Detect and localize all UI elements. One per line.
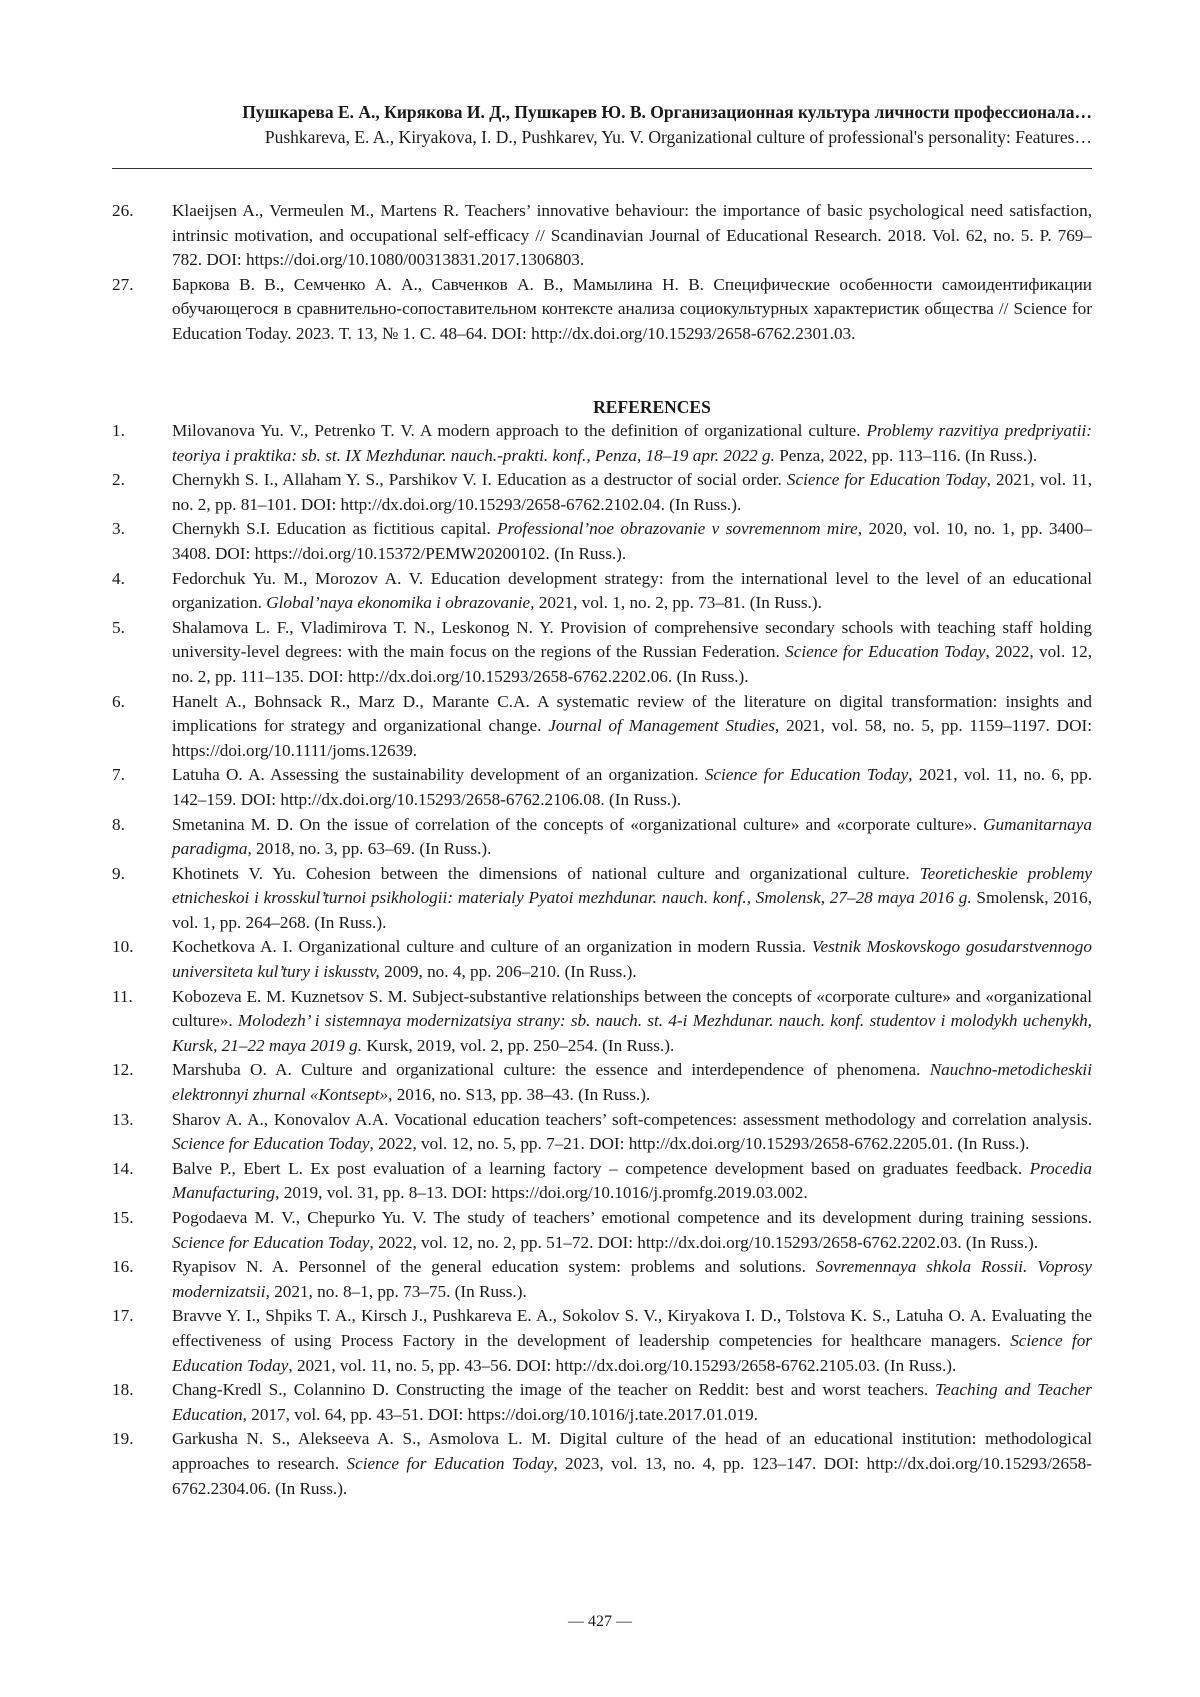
reference-source-title: Global’naya ekonomika i obrazovanie, — [266, 593, 534, 612]
reference-item — [112, 935, 1092, 984]
reference-item — [112, 1255, 1092, 1304]
reference-segment: , 2021, vol. 11, no. 5, pp. 43–56. DOI: http://dx.doi.org/10.15293/2658-6762.2105.03. (In Russ.). — [288, 1356, 956, 1375]
reference-segment: Smetanina M. D. On the issue of correlation of the concepts of «organizational culture» and «corporate culture». — [172, 815, 983, 834]
reference-number: 19. — [112, 1427, 172, 1501]
reference-number: 15. — [112, 1206, 172, 1255]
reference-number: 26. — [112, 199, 172, 273]
running-head-english: Pushkareva, E. A., Kiryakova, I. D., Pushkarev, Yu. V. Organizational culture of professional's personality: Features… — [112, 125, 1092, 150]
reference-source-title: Sovremennaya shkola Rossii. Voprosy modernizatsii, — [172, 1257, 1092, 1301]
reference-number: 13. — [112, 1108, 172, 1157]
reference-text — [172, 935, 1092, 984]
reference-number: 6. — [112, 690, 172, 764]
page-number: — 427 — — [0, 1612, 1200, 1632]
reference-text — [172, 862, 1092, 936]
reference-text — [172, 419, 1092, 468]
running-head — [112, 100, 1092, 150]
reference-segment: , 2020, vol. 10, no. 1, pp. 3400–3408. DOI: https://doi.org/10.15372/PEMW20200102. (In Russ.). — [172, 519, 1092, 563]
reference-item — [112, 273, 1092, 347]
reference-item — [112, 1108, 1092, 1157]
reference-segment: 2021, no. 8–1, pp. 73–75. (In Russ.). — [270, 1282, 527, 1301]
reference-segment: Sharov A. A., Konovalov A.A. Vocational education teachers’ soft-competences: assessment methodology and correlation analysis. — [172, 1110, 1092, 1129]
reference-segment: Fedorchuk Yu. M., Morozov A. V. Education development strategy: from the international level to the level of an educational organization. — [172, 569, 1092, 613]
reference-number: 17. — [112, 1304, 172, 1378]
reference-item — [112, 1058, 1092, 1107]
reference-segment: , 2023, vol. 13, no. 4, pp. 123–147. DOI: http://dx.doi.org/10.15293/2658-6762.2304.06. (In Russ.). — [172, 1454, 1092, 1498]
reference-segment: , 2019, vol. 31, pp. 8–13. DOI: https://doi.org/10.1016/j.promfg.2019.03.002. — [275, 1183, 808, 1202]
reference-item — [112, 468, 1092, 517]
reference-segment: Hanelt A., Bohnsack R., Marz D., Marante C.A. A systematic review of the literature on digital transformation: insights and implications for strategy and organizational change. — [172, 692, 1092, 736]
reference-segment: Khotinets V. Yu. Cohesion between the dimensions of national culture and organizational culture. — [172, 864, 920, 883]
reference-source-title: Problemy razvitiya predpriyatii: teoriya i praktika: sb. st. IX Mezhdunar. nauch.-prakti. konf., Penza, 18–19 apr. 2022 g. — [172, 421, 1092, 465]
reference-segment: , 2021, vol. 11, no. 2, pp. 81–101. DOI: http://dx.doi.org/10.15293/2658-6762.2102.04. (In Russ.). — [172, 470, 1092, 514]
reference-item — [112, 567, 1092, 616]
reference-source-title: Professional’noe obrazovanie v sovremennom mire — [497, 519, 858, 538]
reference-source-title: Science for Education Today — [172, 1134, 369, 1153]
reference-segment: 2017, vol. 64, pp. 43–51. DOI: https://doi.org/10.1016/j.tate.2017.01.019. — [247, 1405, 758, 1424]
reference-segment: Kobozeva E. M. Kuznetsov S. M. Subject-substantive relationships between the concepts of «corporate culture» and «organizational culture». — [172, 987, 1092, 1031]
reference-number: 14. — [112, 1157, 172, 1206]
reference-source-title: Molodezh’ i sistemnaya modernizatsiya strany: sb. nauch. st. 4-i Mezhdunar. nauch. konf. studentov i molodykh uchenykh, Kursk, 21–22 maya 2019 g. — [172, 1011, 1092, 1055]
reference-source-title: Procedia Manufacturing — [172, 1159, 1092, 1203]
reference-source-title: Science for Education Today — [346, 1454, 553, 1473]
reference-segment: Marshuba O. A. Culture and organizational culture: the essence and interdependence of phenomena. — [172, 1060, 930, 1079]
reference-source-title: Science for Education Today — [785, 642, 985, 661]
reference-source-title: Journal of Management Studies — [548, 716, 775, 735]
reference-segment: Баркова В. В., Семченко А. А., Савченков А. В., Мамылина Н. В. Специфические особенности самоидентификации обучающегося в сравнительно-сопоставительном контексте анализа социокультурных характеристик общества // Science for Education Today. 2023. Т. 13, № 1. С. 48–64. DOI: http://dx.doi.org/10.15293/2658-6762.2301.03. — [172, 275, 1092, 343]
reference-segment: Pogodaeva M. V., Chepurko Yu. V. The study of teachers’ emotional competence and its development during training sessions. — [172, 1208, 1092, 1227]
reference-number: 10. — [112, 935, 172, 984]
reference-segment: Garkusha N. S., Alekseeva A. S., Asmolova L. M. Digital culture of the head of an educational institution: methodological approaches to research. — [172, 1429, 1092, 1473]
reference-item — [112, 690, 1092, 764]
running-head-russian: Пушкарева Е. А., Кирякова И. Д., Пушкарев Ю. В. Организационная культура личности профессионала… — [112, 100, 1092, 125]
reference-item — [112, 419, 1092, 468]
reference-item — [112, 1427, 1092, 1501]
reference-text — [172, 1206, 1092, 1255]
reference-segment: , 2021, vol. 11, no. 6, pp. 142–159. DOI: http://dx.doi.org/10.15293/2658-6762.2106.08. (In Russ.). — [172, 765, 1092, 809]
reference-item — [112, 862, 1092, 936]
bibliography-list — [112, 199, 1092, 347]
reference-source-title: Vestnik Moskovskogo gosudarstvennogo universiteta kul’tury i iskusstv, — [172, 937, 1092, 981]
reference-item — [112, 517, 1092, 566]
reference-text — [172, 616, 1092, 690]
reference-item — [112, 1378, 1092, 1427]
reference-segment: Latuha O. A. Assessing the sustainability development of an organization. — [172, 765, 705, 784]
reference-number: 4. — [112, 567, 172, 616]
reference-source-title: Science for Education Today — [172, 1331, 1092, 1375]
reference-text — [172, 690, 1092, 764]
reference-item — [112, 985, 1092, 1059]
reference-text — [172, 468, 1092, 517]
reference-segment: Kochetkova A. I. Organizational culture and culture of an organization in modern Russia. — [172, 937, 812, 956]
header-rule — [112, 168, 1092, 169]
reference-number: 16. — [112, 1255, 172, 1304]
reference-text — [172, 1427, 1092, 1501]
reference-item — [112, 199, 1092, 273]
reference-segment: 2009, no. 4, pp. 206–210. (In Russ.). — [380, 962, 637, 981]
reference-source-title: Science for Education Today — [705, 765, 908, 784]
reference-source-title: Science for Education Today — [172, 1233, 369, 1252]
reference-number: 12. — [112, 1058, 172, 1107]
reference-text — [172, 1378, 1092, 1427]
reference-number: 9. — [112, 862, 172, 936]
reference-number: 2. — [112, 468, 172, 517]
reference-segment: Penza, 2022, pp. 113–116. (In Russ.). — [775, 446, 1037, 465]
reference-item — [112, 813, 1092, 862]
reference-item — [112, 616, 1092, 690]
references-heading: REFERENCES — [112, 395, 1092, 419]
reference-number: 18. — [112, 1378, 172, 1427]
journal-page — [0, 0, 1200, 1697]
reference-segment: , 2021, vol. 58, no. 5, pp. 1159–1197. DOI: https://doi.org/10.1111/joms.12639. — [172, 716, 1092, 760]
reference-number: 1. — [112, 419, 172, 468]
reference-number: 11. — [112, 985, 172, 1059]
reference-text — [172, 273, 1092, 347]
reference-segment: Milovanova Yu. V., Petrenko T. V. A modern approach to the definition of organizational culture. — [172, 421, 866, 440]
reference-segment: , 2022, vol. 12, no. 5, pp. 7–21. DOI: http://dx.doi.org/10.15293/2658-6762.2205.01. (In Russ.). — [369, 1134, 1029, 1153]
reference-text — [172, 1157, 1092, 1206]
reference-number: 7. — [112, 763, 172, 812]
reference-segment: Chernykh S. I., Allaham Y. S., Parshikov V. I. Education as a destructor of social order. — [172, 470, 787, 489]
reference-segment: Chang-Kredl S., Colannino D. Constructing the image of the teacher on Reddit: best and worst teachers. — [172, 1380, 935, 1399]
reference-text — [172, 199, 1092, 273]
reference-text — [172, 567, 1092, 616]
reference-segment: Chernykh S.I. Education as fictitious capital. — [172, 519, 497, 538]
reference-item — [112, 763, 1092, 812]
reference-segment: , 2022, vol. 12, no. 2, pp. 111–135. DOI: http://dx.doi.org/10.15293/2658-6762.2202.06. (In Russ.). — [172, 642, 1092, 686]
reference-segment: 2018, no. 3, pp. 63–69. (In Russ.). — [252, 839, 492, 858]
reference-number: 27. — [112, 273, 172, 347]
reference-segment: Balve P., Ebert L. Ex post evaluation of a learning factory – competence development based on graduates feedback. — [172, 1159, 1030, 1178]
reference-text — [172, 985, 1092, 1059]
reference-text — [172, 1058, 1092, 1107]
reference-segment: , 2022, vol. 12, no. 2, pp. 51–72. DOI: http://dx.doi.org/10.15293/2658-6762.2202.03. (In Russ.). — [369, 1233, 1038, 1252]
reference-text — [172, 763, 1092, 812]
reference-source-title: Nauchno-metodicheskii elektronnyi zhurnal «Kontsept» — [172, 1060, 1092, 1104]
reference-segment: , 2016, no. S13, pp. 38–43. (In Russ.). — [388, 1085, 650, 1104]
reference-text — [172, 1108, 1092, 1157]
reference-segment: Bravve Y. I., Shpiks T. A., Kirsch J., Pushkareva E. A., Sokolov S. V., Kiryakova I. D., Tolstova K. S., Latuha O. A. Evaluating the effectiveness of using Process Factory in the development of leadership competencies for healthcare managers. — [172, 1306, 1092, 1350]
reference-text — [172, 1304, 1092, 1378]
reference-segment: Ryapisov N. A. Personnel of the general education system: problems and solutions. — [172, 1257, 816, 1276]
reference-source-title: Gumanitarnaya paradigma, — [172, 815, 1092, 859]
reference-number: 5. — [112, 616, 172, 690]
reference-segment: Smolensk, 2016, vol. 1, pp. 264–268. (In Russ.). — [172, 888, 1092, 932]
reference-item — [112, 1157, 1092, 1206]
reference-text — [172, 517, 1092, 566]
reference-source-title: Teaching and Teacher Education, — [172, 1380, 1092, 1424]
reference-source-title: Teoreticheskie problemy etnicheskoi i krosskul’turnoi psikhologii: materialy Pyatoi mezhdunar. nauch. konf., Smolensk, 27–28 maya 2016 g. — [172, 864, 1092, 908]
references-list — [112, 419, 1092, 1501]
reference-number: 8. — [112, 813, 172, 862]
reference-item — [112, 1206, 1092, 1255]
reference-segment: Shalamova L. F., Vladimirova T. N., Leskonog N. Y. Provision of comprehensive secondary schools with teaching staff holding university-level degrees: with the main focus on the regions of the Russian Federation. — [172, 618, 1092, 662]
reference-text — [172, 1255, 1092, 1304]
reference-segment: 2021, vol. 1, no. 2, pp. 73–81. (In Russ.). — [534, 593, 821, 612]
reference-segment: Klaeijsen A., Vermeulen M., Martens R. Teachers’ innovative behaviour: the importance of basic psychological need satisfaction, intrinsic motivation, and occupational self-efficacy // Scandinavian Journal of Educational Research. 2018. Vol. 62, no. 5. P. 769–782. DOI: https://doi.org/10.1080/00313831.2017.1306803. — [172, 201, 1092, 269]
reference-number: 3. — [112, 517, 172, 566]
reference-text — [172, 813, 1092, 862]
reference-item — [112, 1304, 1092, 1378]
reference-segment: Kursk, 2019, vol. 2, pp. 250–254. (In Russ.). — [362, 1036, 674, 1055]
reference-source-title: Science for Education Today — [787, 470, 987, 489]
